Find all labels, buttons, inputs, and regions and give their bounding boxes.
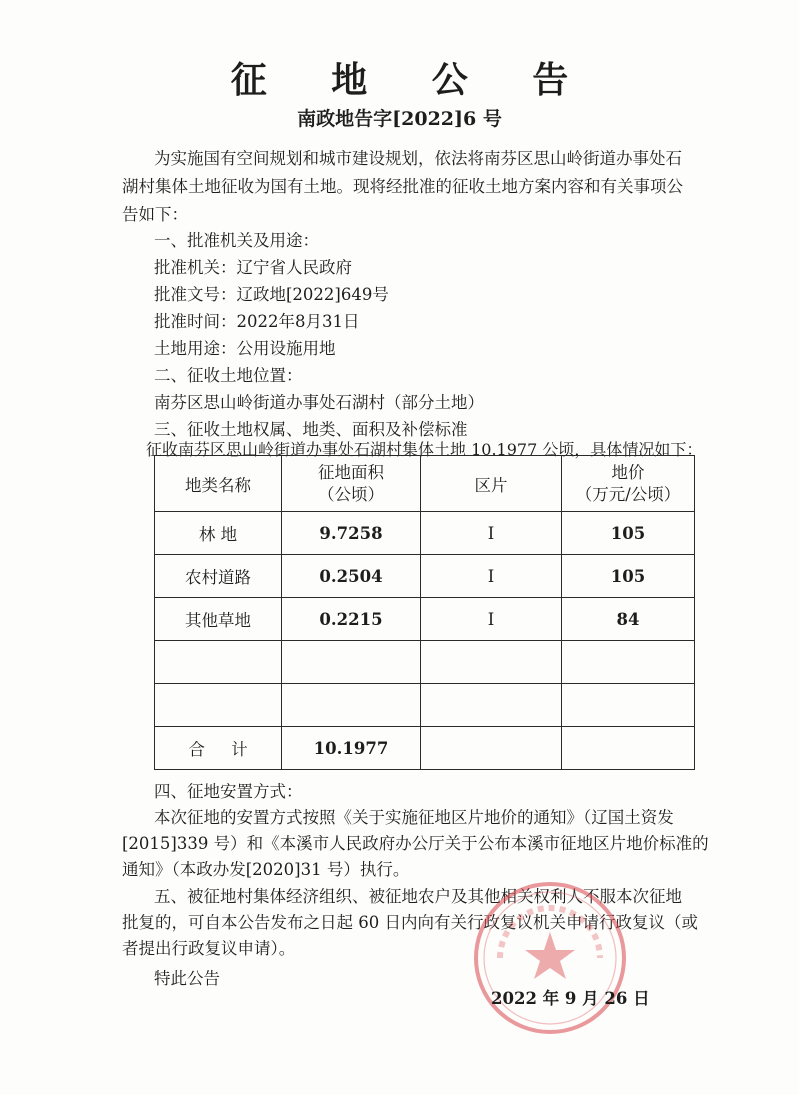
cell-zone: Ⅰ (421, 555, 562, 598)
cell-land-type: 其他草地 (155, 598, 282, 641)
total-label: 合 计 (155, 727, 282, 770)
intro-line-2: 湖村集体土地征收为国有土地。现将经批准的征收土地方案内容和有关事项公 (122, 177, 683, 196)
land-summary: 征收南芬区思山岭街道办事处石湖村集体土地 10.1977 公顷，具体情况如下： (146, 440, 703, 459)
cell-area: 9.7258 (282, 512, 421, 555)
table-row-empty (155, 641, 695, 684)
cell-area: 0.2215 (282, 598, 421, 641)
approval-time: 批准时间：2022年8月31日 (154, 312, 360, 331)
cell-area: 0.2504 (282, 555, 421, 598)
intro-line-3: 告如下： (122, 205, 188, 224)
table-row (155, 512, 695, 555)
land-table (154, 455, 695, 770)
cell-land-type: 农村道路 (155, 555, 282, 598)
table-total-row (155, 727, 695, 770)
section5-line-2: 批复的，可自本公告发布之日起 60 日内向有关行政复议机关申请行政复议（或 (122, 913, 698, 932)
document-number: 南政地告字[2022]6 号 (297, 108, 502, 130)
section3-heading: 三、征收土地权属、地类、面积及补偿标准 (154, 420, 468, 439)
section4-line-1: 本次征地的安置方式按照《关于实施征地区片地价的通知》（辽国土资发 (154, 808, 674, 827)
land-use: 土地用途：公用设施用地 (154, 339, 336, 358)
section2-heading: 二、征收土地位置： (154, 366, 303, 385)
section4-heading: 四、征地安置方式： (154, 782, 303, 801)
cell-price: 105 (562, 512, 695, 555)
header-zone: 区片 (421, 456, 562, 512)
section1-heading: 一、批准机关及用途： (154, 231, 319, 250)
cell-zone: Ⅰ (421, 512, 562, 555)
announcement-date: 2022 年 9 月 26 日 (491, 989, 650, 1008)
intro-line-1: 为实施国有空间规划和城市建设规划，依法将南芬区思山岭街道办事处石 (154, 149, 682, 168)
official-seal-stamp (470, 878, 630, 1038)
table-row (155, 598, 695, 641)
cell-land-type: 林 地 (155, 512, 282, 555)
header-land-type: 地类名称 (155, 456, 282, 512)
cell-price: 84 (562, 598, 695, 641)
table-row-empty (155, 684, 695, 727)
section5-line-3: 者提出行政复议申请）。 (122, 939, 296, 958)
header-area: 征地面积 （公顷） (282, 456, 421, 512)
header-price: 地价 （万元/公顷） (562, 456, 695, 512)
total-area: 10.1977 (282, 727, 421, 770)
page-title: 征 地 公 告 (230, 60, 595, 101)
cell-zone: Ⅰ (421, 598, 562, 641)
table-header-row (155, 456, 695, 512)
land-location: 南芬区思山岭街道办事处石湖村（部分土地） (154, 393, 484, 412)
table-row (155, 555, 695, 598)
approval-authority: 批准机关：辽宁省人民政府 (154, 258, 352, 277)
approval-doc-number: 批准文号：辽政地[2022]649号 (154, 285, 389, 304)
section4-line-3: 通知》（本政办发[2020]31 号）执行。 (122, 860, 410, 879)
cell-price: 105 (562, 555, 695, 598)
section4-line-2: [2015]339 号）和《本溪市人民政府办公厅关于公布本溪市征地区片地价标准的 (122, 834, 709, 853)
section5-line-1: 五、被征地村集体经济组织、被征地农户及其他相关权利人不服本次征地 (154, 887, 682, 906)
closing-text: 特此公告 (154, 969, 220, 988)
